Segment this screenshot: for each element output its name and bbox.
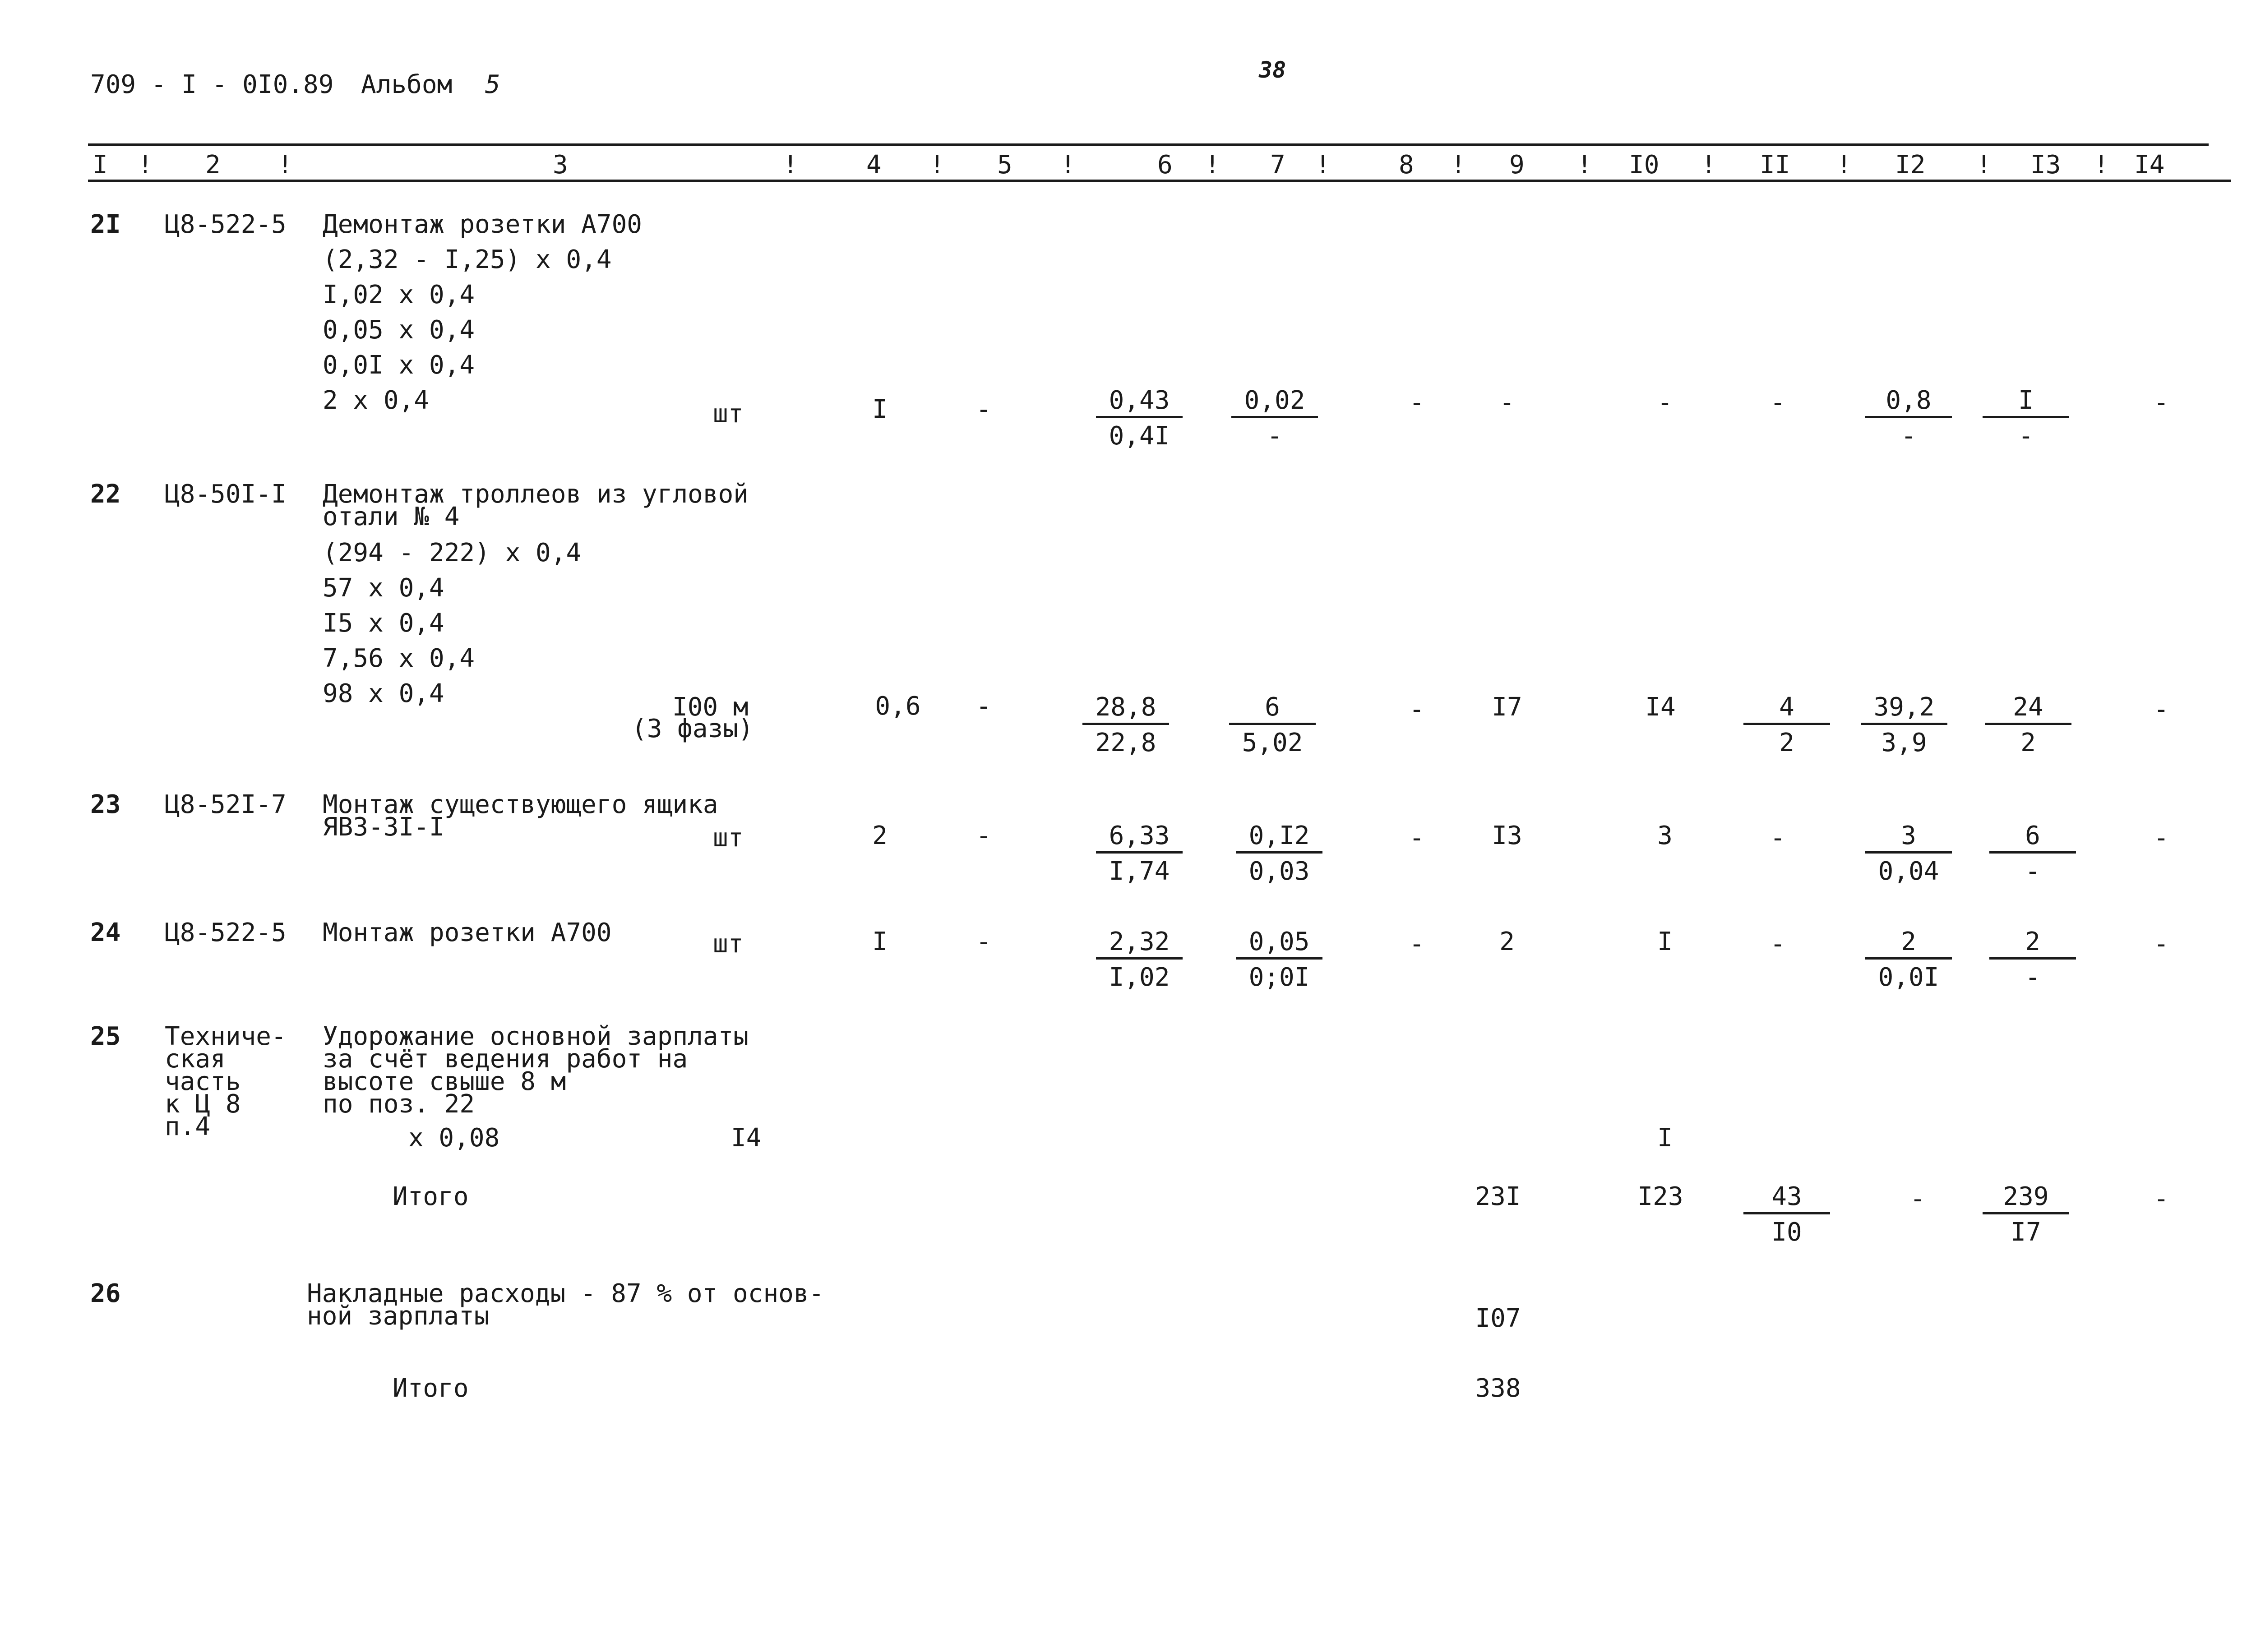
col11-fraction: $\frac{4}{2}$ [1733, 695, 1841, 756]
col8-value: - [1409, 823, 1424, 853]
row-description-cont: по поз. 22 [323, 1089, 475, 1119]
row-number: 22 [90, 480, 121, 509]
col-separator: ! [1315, 150, 1331, 180]
col-header-8: 8 [1399, 150, 1414, 180]
row-number: 23 [90, 790, 121, 819]
row-code: Ц8-522-5 [165, 210, 287, 239]
col-header-3: 3 [553, 150, 568, 180]
col12-fraction: $\frac{2}{0,0I}$ [1854, 929, 1963, 990]
col-separator: ! [1836, 150, 1852, 180]
col14-value: - [2154, 929, 2169, 959]
col5-value: - [976, 395, 991, 424]
col-separator: ! [783, 150, 798, 180]
col-header-5: 5 [997, 150, 1012, 180]
col9-value: 338 [1475, 1374, 1521, 1403]
row-number: 25 [90, 1022, 121, 1051]
col-separator: ! [1577, 150, 1592, 180]
row-description-cont: ной зарплаты [307, 1301, 490, 1331]
col4-value: I [872, 395, 888, 424]
col10-value: 3 [1657, 821, 1673, 850]
col12-fraction: 0,8 - [1854, 388, 1963, 449]
col8-value: - [1409, 388, 1424, 417]
col-header-14: I4 [2134, 150, 2165, 180]
col-header-12: I2 [1895, 150, 1926, 180]
col-header-7: 7 [1270, 150, 1285, 180]
table-header-rule [88, 180, 2231, 182]
col-header-10: I0 [1629, 150, 1660, 180]
album-label: Альбом [361, 70, 453, 99]
row-description-cont: ЯВЗ-3I-I [323, 812, 444, 842]
row-description: Монтаж существующего ящика [323, 790, 718, 819]
row-description-cont: высоте свыше 8 м [323, 1067, 566, 1096]
row-description-cont: отали № 4 [323, 502, 460, 531]
col11-value: - [1770, 929, 1785, 959]
unit: шт [713, 823, 744, 853]
col9-value: I3 [1492, 821, 1522, 850]
col14-value: - [2154, 695, 2169, 724]
calc-line: 0,05 x 0,4 [323, 315, 475, 345]
table-top-rule [88, 143, 2209, 146]
calc-line: 7,56 x 0,4 [323, 644, 475, 673]
total-label: Итого [393, 1182, 469, 1211]
calc-line: 2 x 0,4 [323, 386, 430, 415]
col13-fraction: $\frac{24}{2}$ [1974, 695, 2082, 756]
row-code-cont: к Ц 8 [165, 1089, 241, 1119]
col5-value: - [976, 927, 991, 956]
col-header-2: 2 [205, 150, 221, 180]
col13-fraction: $\frac{239}{I7}$ [1972, 1184, 2080, 1245]
col9-value: I7 [1492, 692, 1522, 722]
col9-value: I07 [1475, 1304, 1521, 1333]
col13-fraction: 6 - [1979, 823, 2087, 884]
col13-fraction: 2 - [1979, 929, 2087, 990]
col7-fraction: $\frac{0,05}{0;0I}$ [1225, 929, 1333, 990]
col-header-1: I [92, 150, 108, 180]
album-number: 5 [485, 70, 500, 99]
calc-line: (294 - 222) x 0,4 [323, 538, 582, 568]
row-code: Ц8-50I-I [165, 480, 287, 509]
col-header-13: I3 [2030, 150, 2061, 180]
calc-line: I5 x 0,4 [323, 609, 444, 638]
col7-fraction: $\frac{6}{5,02}$ [1218, 695, 1327, 756]
col-header-9: 9 [1509, 150, 1525, 180]
col-header-11: II [1760, 150, 1790, 180]
row-description: Демонтаж троллеов из угловой [323, 480, 749, 509]
calc-line: 57 x 0,4 [323, 573, 444, 603]
row-description: Удорожание основной зарплаты [323, 1022, 749, 1051]
col13-fraction: I - [1972, 388, 2080, 449]
col12-fraction: $\frac{3}{0,04}$ [1854, 823, 1963, 884]
col4-value: 0,6 [875, 692, 921, 721]
unit: шт [713, 929, 744, 959]
calc-line: 0,0I x 0,4 [323, 351, 475, 380]
col10-value: I [1657, 1123, 1673, 1153]
col-separator: ! [1701, 150, 1716, 180]
col-separator: ! [1976, 150, 1992, 180]
row-code-cont: п.4 [165, 1112, 211, 1141]
row-number: 2I [90, 210, 121, 239]
col8-value: - [1409, 695, 1424, 724]
col5-value: - [976, 692, 991, 721]
col12-fraction: $\frac{39,2}{3,9}$ [1850, 695, 1958, 756]
calc-line: I,02 x 0,4 [323, 280, 475, 309]
row-description-cont: за счёт ведения работ на [323, 1044, 688, 1074]
row-code-cont: часть [165, 1067, 241, 1096]
col14-value: - [2154, 388, 2169, 417]
row-code: Ц8-52I-7 [165, 790, 287, 819]
col14-value: - [2154, 1184, 2169, 1214]
row-description: Накладные расходы - 87 % от основ- [307, 1279, 824, 1308]
row-description: Демонтаж розетки А700 [323, 210, 643, 239]
col14-value: - [2154, 823, 2169, 853]
col12-value: - [1910, 1184, 1925, 1214]
col-separator: ! [2094, 150, 2109, 180]
document-code: 709 - I - 0I0.89 [90, 70, 334, 99]
col-separator: ! [138, 150, 153, 180]
row-code-cont: ская [165, 1044, 226, 1074]
col-header-6: 6 [1157, 150, 1173, 180]
row-code: Ц8-522-5 [165, 918, 287, 947]
unit: I4 [731, 1123, 762, 1153]
col9-value: 23I [1475, 1182, 1521, 1211]
calc-line: (2,32 - I,25) x 0,4 [323, 245, 612, 274]
col4-value: I [872, 927, 888, 956]
col9-value: 2 [1499, 927, 1515, 956]
unit-note: (3 фазы) [632, 714, 754, 743]
page-number: 38 [1259, 57, 1286, 83]
row-code: Техниче- [165, 1022, 287, 1051]
col11-value: - [1770, 823, 1785, 853]
unit: I00 м [672, 692, 749, 722]
col11-value: - [1770, 388, 1785, 417]
unit: шт [713, 399, 744, 429]
col-separator: ! [277, 150, 293, 180]
col6-fraction: $\frac{6,33}{I,74}$ [1085, 823, 1193, 884]
col7-fraction: $\frac{0,I2}{0,03}$ [1225, 823, 1333, 884]
col-separator: ! [1205, 150, 1220, 180]
total-label: Итого [393, 1374, 469, 1403]
col10-value: I4 [1645, 692, 1676, 722]
col6-fraction: $\frac{2,32}{I,02}$ [1085, 929, 1193, 990]
col7-fraction: 0,02 - [1220, 388, 1329, 449]
col6-fraction: $\frac{0,43}{0,4I}$ [1085, 388, 1193, 449]
col6-fraction: $\frac{28,8}{22,8}$ [1072, 695, 1180, 756]
col11-fraction: $\frac{43}{I0}$ [1733, 1184, 1841, 1245]
col-header-4: 4 [866, 150, 882, 180]
col9-value: - [1499, 388, 1515, 417]
col8-value: - [1409, 929, 1424, 959]
row-number: 26 [90, 1279, 121, 1308]
col-separator: ! [1060, 150, 1076, 180]
col-separator: ! [929, 150, 945, 180]
col4-value: 2 [872, 821, 888, 850]
col5-value: - [976, 821, 991, 850]
row-description: Монтаж розетки А700 [323, 918, 612, 947]
multiplier: x 0,08 [408, 1123, 500, 1153]
col10-value: - [1657, 388, 1673, 417]
col10-value: I23 [1637, 1182, 1683, 1211]
row-number: 24 [90, 918, 121, 947]
col10-value: I [1657, 927, 1673, 956]
calc-line: 98 x 0,4 [323, 679, 444, 708]
col-separator: ! [1451, 150, 1466, 180]
